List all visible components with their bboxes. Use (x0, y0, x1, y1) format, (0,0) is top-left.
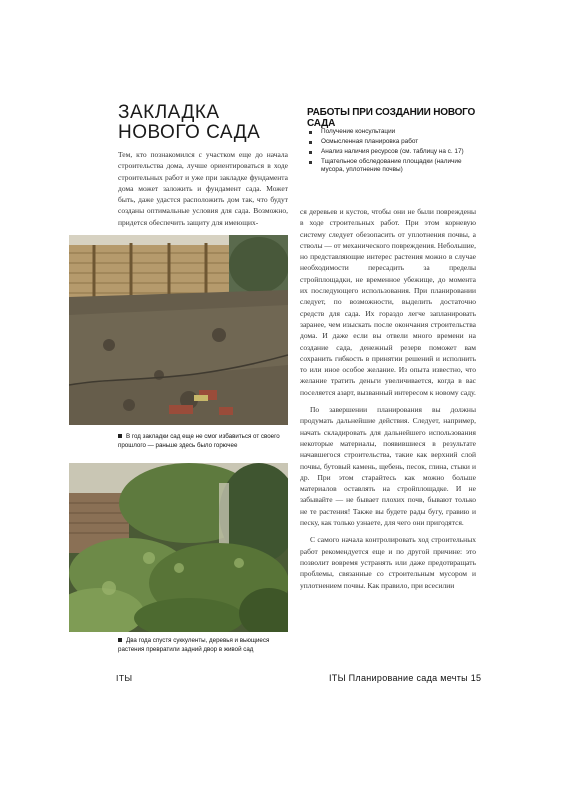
sidebar-title: РАБОТЫ ПРИ СОЗДАНИИ НОВОГО САДА (307, 107, 476, 129)
checklist-item: Осмысленная планировка работ (307, 138, 482, 146)
checklist-item: Анализ наличия ресурсов (см. таблицу на с. 17) (307, 148, 482, 156)
body-paragraph-1: ся деревьев и кустов, чтобы они не были повреждены в ходе строительных работ. При этом корневую систему следует обезопасить от уплотнения почвы, а стволы — от механического повреждения. Небольшие, но представляющие интерес растения можно в случае необходимости пересадить за пределы стройплощадки, не временное убежище, до момента их последующего использования. При планировании следует, по возможности, выделить достаточно средств для сада. Их гораздо легче запланировать заранее, чем изыскать после окончания строительства дома. И даже если вы отвели много времени на создание сада, денежный резерв поможет вам сохранить гибкость в принятии решений и исполнить то или иное особое желание. Из опыта известно, что желание тратить деньги увеличивается, когда в вас поселяется азарт, вызванный интересом к новому саду. (300, 207, 477, 397)
checklist-item: Тщательное обследование площадки (наличие мусора, уплотнение почвы) (307, 158, 482, 174)
body-paragraph-2: По завершении планирования вы должны продумать дальнейшие действия. Следует, например, начать складировать для дальнейшего использования некоторые материалы, появившиеся в результате начавшегося строительства, такие как верхний слой почвы, бутовый камень, щебень, песок, глина, стыки и др. При этом старайтесь как можно больше материалов оставлять на стройплощадке. И не забывайте — не бывает плохих почв, бывают только не те растения! Также вы будете рады бугу, гравию и песку, как только узнаете, для чего они пригодятся. (300, 405, 476, 528)
right-column-text (300, 206, 476, 591)
caption-1-text: В год закладки сад еще не смог избавиться от своего прошлого — раньше здесь было горючее (118, 433, 280, 449)
sidebar-checklist (307, 128, 482, 176)
caption-2-text: Два года спустя суккуленты, деревья и вьющиеся растения превратили задний двор в живой сад (118, 637, 270, 653)
folio-left: ITЫ (116, 673, 133, 683)
left-column-text (118, 149, 288, 228)
section-title-line2: НОВОГО САДА (118, 122, 261, 143)
body-paragraph-3: С самого начала контролировать ход строительных работ рекомендуется еще и по другой причине: это позволит вовремя устранять или даже предотвращать проблемы, связанные со строительным мусором и уплотнением почвы. Как правило, при всесилии (300, 535, 476, 590)
section-title (118, 103, 288, 143)
bullet-icon (118, 434, 122, 438)
wooden-fence (69, 243, 234, 299)
bullet-icon (118, 638, 122, 642)
overgrown-garden-photo (69, 463, 288, 632)
folio-right: ITЫ Планирование сада мечты 15 (329, 673, 482, 683)
checklist-item: Получение консультации (307, 128, 482, 136)
intro-paragraph: Тем, кто познакомился с участком еще до начала строительства дома, лучше ориентироваться в ходе строительных работ и уже при закладке фундамента дома может заложить и фундамент сада. Может быть, даже удастся расположить дом так, что будут созданы оптимальные условия для сада. Возможно, придется обеспечить защиту для имеющих- (118, 150, 288, 227)
photo-caption-1 (118, 433, 283, 450)
construction-site-garden-photo (69, 235, 288, 425)
photo-caption-2 (118, 637, 283, 654)
section-title-line1: ЗАКЛАДКА (118, 102, 220, 123)
